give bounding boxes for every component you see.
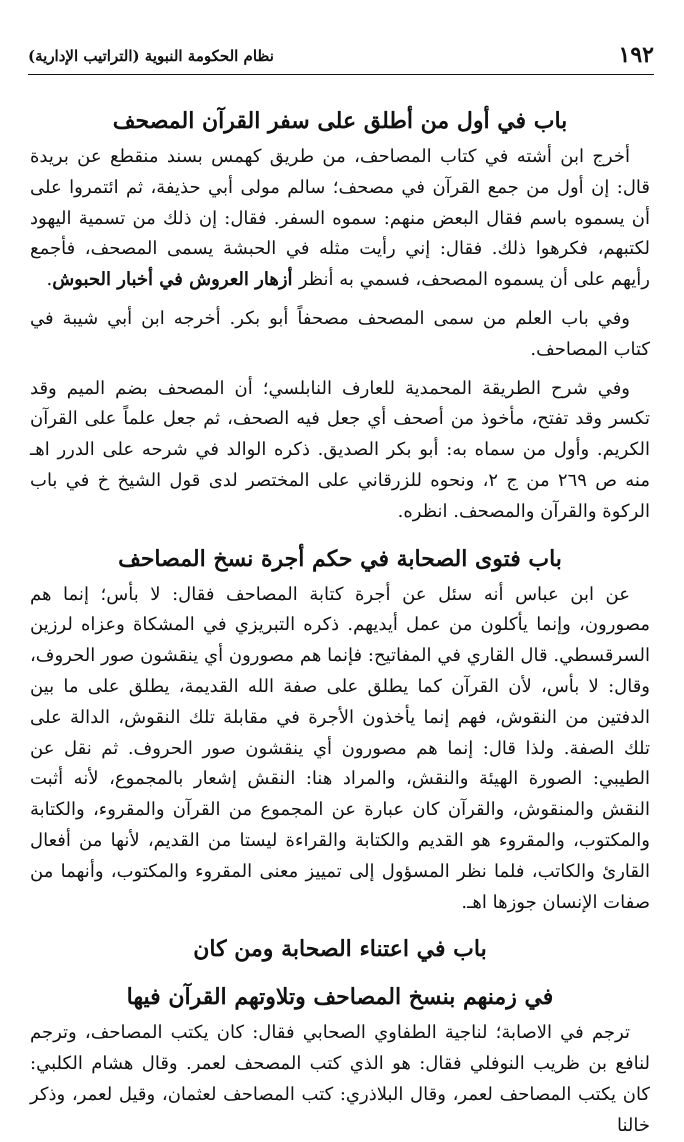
page-header xyxy=(28,40,654,75)
section-heading-first-to-call-mushaf: باب في أول من أطلق على سفر القرآن المصحف xyxy=(112,108,568,134)
book-title-reference: أزهار العروش في أخبار الحبوش xyxy=(52,269,299,291)
paragraph: ترجم في الاصابة؛ لناجية الطفاوي الصحابي فقال: كان يكتب المصاحف، وترجم لنافع بن ظريب النوفلي فقال: هو الذي كتب المصحف لعمر. وقال هشام الكلبي: كان يكتب المصاحف لعمر، وقال البلاذري: كتب المصاحف لعثمان، وقيل لعمر، وذكر خالنا xyxy=(30,1022,650,1136)
section-heading-companions-care-line-2: في زمنهم بنسخ المصاحف وتلاوتهم القرآن فيها xyxy=(126,984,554,1011)
paragraph: وفي باب العلم من سمى المصحف مصحفاً أبو بكر. أخرجه ابن أبي شيبة في كتاب المصاحف. xyxy=(30,307,650,360)
paragraph-end: . xyxy=(46,269,53,291)
page-number: ١٩٢ xyxy=(618,42,654,68)
running-title: نظام الحكومة النبوية (التراتيب الإدارية) xyxy=(28,47,274,65)
section-heading-companions-care-line-1: باب في اعتناء الصحابة ومن كان xyxy=(193,936,487,963)
paragraph: عن ابن عباس أنه سئل عن أجرة كتابة المصاحف فقال: لا بأس؛ إنما هم مصورون، وإنما يأكلون من عمل أيديهم. ذكره التبريزي في المشكاة وعزاه لرزين السرقسطي. قال القاري في المفاتيح: فإنما هم مصورون أي ينقشون صور الحروف، وقال: لا بأس، لأن القرآن كما يطلق على صفة الله القديمة، يطلق على ما بين الدفتين من النقوش، فهم إنما يأخذون الأجرة في مقابلة تلك النقوش، الدالة على تلك الصفة. ولذا قال: إنما هم مصورون أي ينقشون صور الحروف. ثم نقل عن الطيبي: الصورة الهيئة والنقش، والمراد هنا: النقش إشعار بالمجموع، لأنه أثبت النقش والمنقوش، والقرآن كان عبارة عن المجموع من القرآن والمقروء، والكتابة والمكتوب، والمقروء هو القديم والكتابة والقراءة ليستا من القديم، لأنها من أفعال القارئ والكاتب، فلما نظر المسؤول إلى تمييز معنى المقروء والمكتوب، وأنهما من صفات الإنسان جوزها اهـ. xyxy=(30,583,650,913)
page-content xyxy=(30,100,650,1142)
paragraph-text: أخرج ابن أشته في كتاب المصاحف، من طريق كهمس بسند منقطع عن بريدة قال: إن أول من جمع القرآن في مصحف؛ سالم مولى أبي حذيفة، ثم ائتمروا على أن يسموه باسم فقال البعض منهم: سموه السفر. فقال: إن ذلك من تسمية اليهود لكتبهم، فكرهوا ذلك. فقال: إني رأيت مثله في الحبشة يسمى المصحف، فأجمع رأيهم على أن يسموه المصحف، فسمي به أنظر xyxy=(30,146,650,291)
paragraph xyxy=(30,142,650,296)
section-heading-copying-wages: باب فتوى الصحابة في حكم أجرة نسخ المصاحف xyxy=(118,545,562,572)
paragraph: وفي شرح الطريقة المحمدية للعارف النابلسي؛ أن المصحف بضم الميم وقد تكسر وقد تفتح، مأخوذ من أصحف أي جعل فيه الصحف، ثم جعل علماً على القرآن الكريم. وأول من سماه به: أبو بكر الصديق. ذكره الوالد في شرحه على الدرر اهـ منه ص ٢٦٩ من ج ٢، ونحوه للزرقاني على المختصر لدى قول الشيخ خ في باب الركوة والقرآن والمصحف. انظره. xyxy=(30,377,650,522)
